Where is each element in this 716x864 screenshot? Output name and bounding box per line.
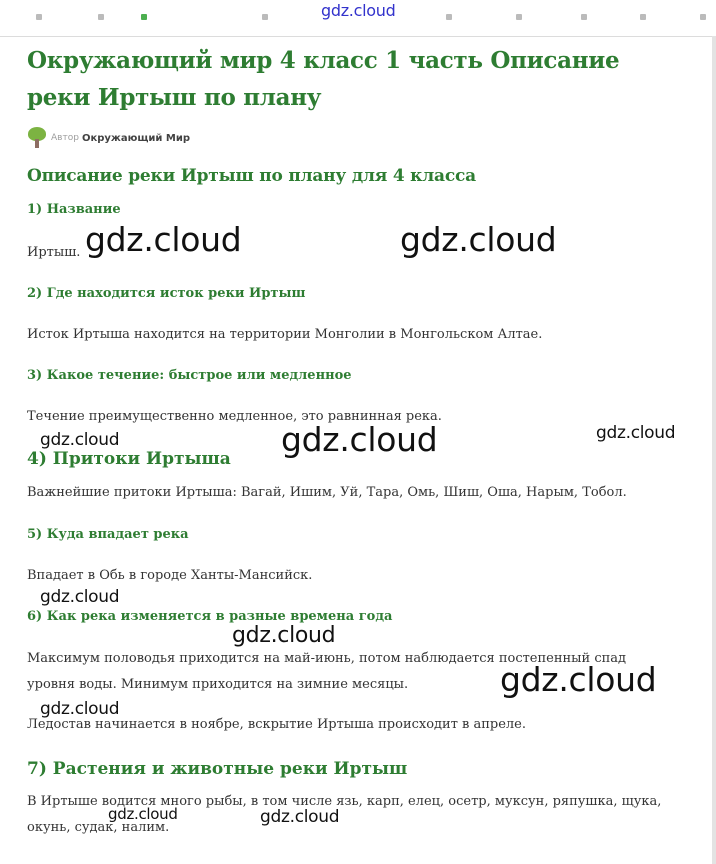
watermark: gdz.cloud: [281, 420, 438, 459]
topbar-divider: [0, 36, 716, 37]
section-3-paragraph: Течение преимущественно медленное, это равнинная река.: [27, 409, 442, 424]
section-4-paragraph: Важнейшие притоки Иртыша: Вагай, Ишим, Уй, Тара, Омь, Шиш, Оша, Нарым, Тобол.: [27, 485, 627, 500]
watermark: gdz.cloud: [40, 699, 120, 719]
section-heading-7: 7) Растения и животные реки Иртыш: [27, 759, 408, 779]
section-1-paragraph: Иртыш.: [27, 245, 81, 260]
section-heading-3: 3) Какое течение: быстрое или медленное: [27, 368, 352, 383]
watermark: gdz.cloud: [40, 430, 120, 450]
watermark: gdz.cloud: [400, 220, 557, 259]
article-title: Окружающий мир 4 класс 1 часть Описание реки Иртыш по плану: [27, 47, 620, 111]
author-link[interactable]: Окружающий Мир: [81, 132, 190, 144]
watermark: gdz.cloud: [500, 660, 657, 699]
article-subtitle: Описание реки Иртыш по плану для 4 класса: [27, 166, 476, 186]
tree-icon: [27, 127, 47, 149]
watermark: gdz.cloud: [40, 587, 120, 607]
section-2-paragraph: Исток Иртыша находится на территории Монголии в Монгольском Алтае.: [27, 327, 543, 342]
author-line: [27, 127, 190, 149]
scrollbar-track[interactable]: [712, 36, 716, 864]
watermark: gdz.cloud: [260, 807, 340, 827]
section-heading-1: 1) Название: [27, 202, 121, 217]
section-heading-4: 4) Притоки Иртыша: [27, 449, 231, 469]
section-heading-6: 6) Как река изменяется в разные времена года: [27, 609, 393, 624]
watermark: gdz.cloud: [108, 805, 178, 823]
watermark: gdz.cloud: [85, 220, 242, 259]
watermark: gdz.cloud: [596, 423, 676, 443]
watermark: gdz.cloud: [232, 623, 336, 648]
section-heading-2: 2) Где находится исток реки Иртыш: [27, 286, 306, 301]
watermark-top: gdz.cloud: [321, 1, 396, 20]
section-6-paragraph-2: Ледостав начинается в ноябре, вскрытие Иртыша происходит в апреле.: [27, 717, 527, 732]
section-6-paragraph-1: Максимум половодья приходится на май-июнь, потом наблюдается постепенный спад уровня воды. Минимум приходится на зимние месяцы.: [27, 651, 627, 692]
section-5-paragraph: Впадает в Обь в городе Ханты-Мансийск.: [27, 568, 313, 583]
author-prefix: Автор: [51, 133, 79, 143]
section-7-paragraph: В Иртыше водится много рыбы, в том числе язь, карп, елец, осетр, муксун, ряпушка, щука, окунь, судак, налим.: [27, 794, 662, 835]
section-heading-5: 5) Куда впадает река: [27, 527, 189, 542]
